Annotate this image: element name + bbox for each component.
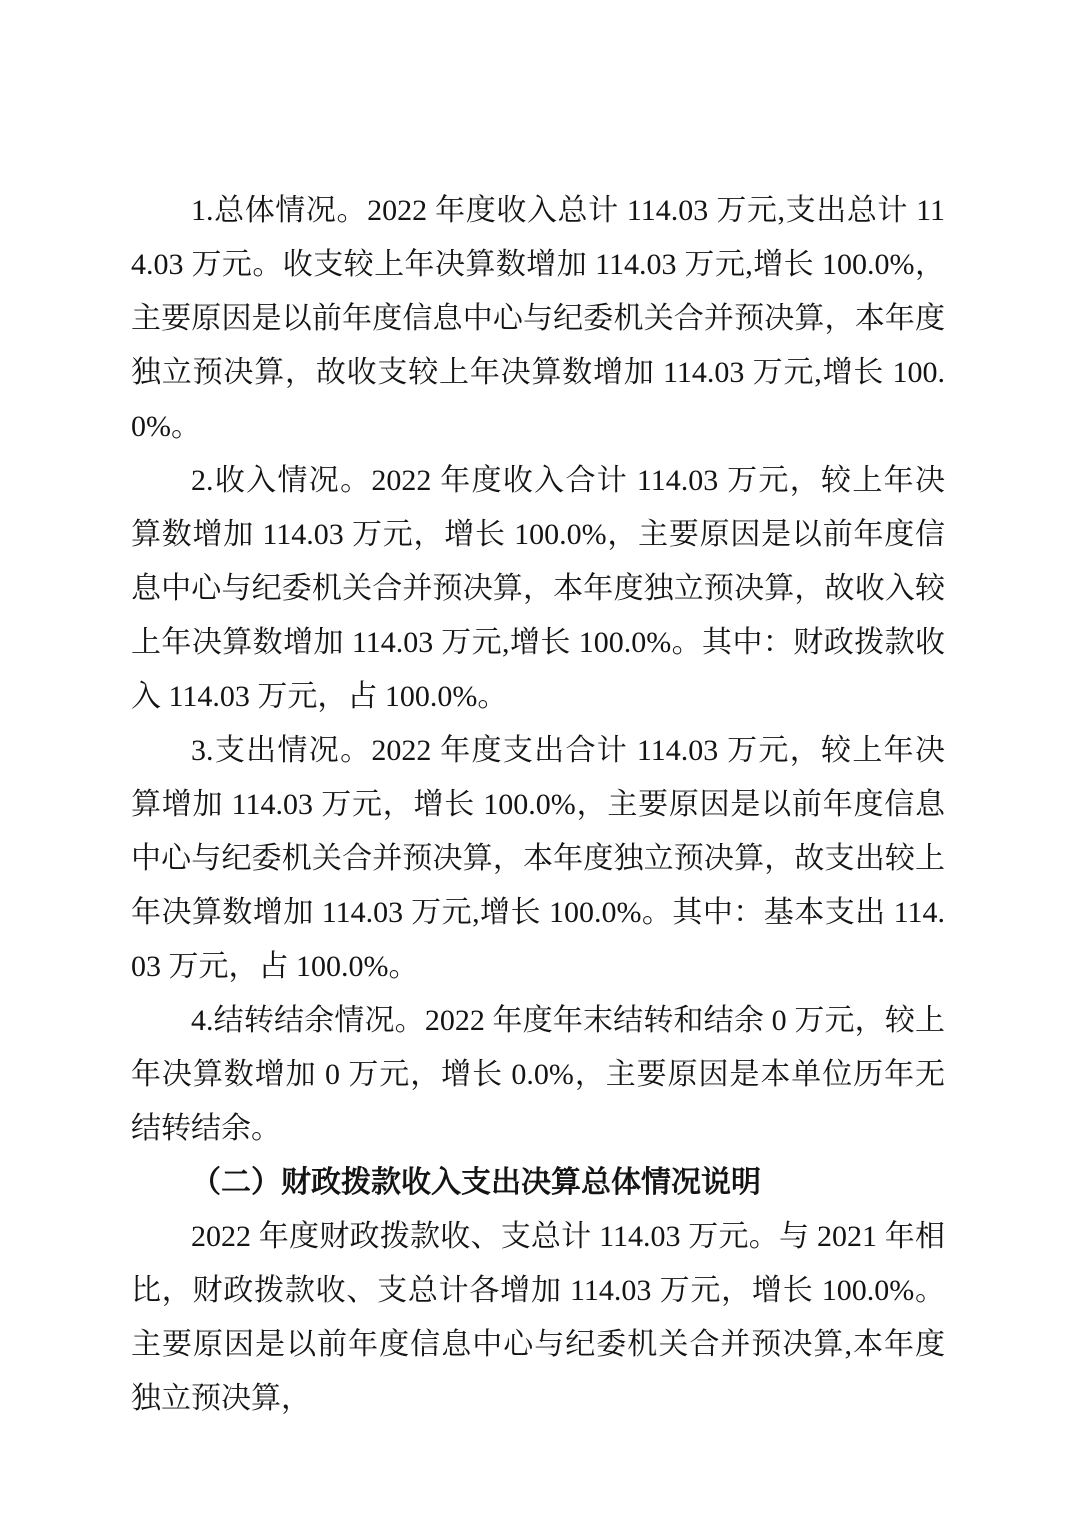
paragraph-carryover-balance: 4.结转结余情况。2022 年度年末结转和结余 0 万元，较上年决算数增加 0 万元，增长 0.0%，主要原因是本单位历年无结转结余。 bbox=[131, 1004, 945, 1145]
paragraph-income-situation: 2.收入情况。2022 年度收入合计 114.03 万元，较上年决算数增加 114.03 万元，增长 100.0%，主要原因是以前年度信息中心与纪委机关合并预决算，本年度独立预决算，故收入较上年决算数增加 114.03 万元,增长 100.0%。其中：财政拨款收入 114.03 万元，占 100.0%。 bbox=[131, 464, 945, 713]
paragraph-expenditure-situation: 3.支出情况。2022 年度支出合计 114.03 万元，较上年决算增加 114.03 万元，增长 100.0%，主要原因是以前年度信息中心与纪委机关合并预决算，本年度独立预决算，故支出较上年决算数增加 114.03 万元,增长 100.0%。其中：基本支出 114.03 万元，占 100.0%。 bbox=[131, 734, 945, 983]
paragraph-fiscal-appropriation-total: 2022 年度财政拨款收、支总计 114.03 万元。与 2021 年相比，财政拨款收、支总计各增加 114.03 万元，增长 100.0%。主要原因是以前年度信息中心与纪委机关合并预决算,本年度独立预决算， bbox=[131, 1220, 945, 1415]
section-heading-fiscal-appropriation-summary: （二）财政拨款收入支出决算总体情况说明 bbox=[191, 1166, 761, 1199]
paragraph-overall-situation: 1.总体情况。2022 年度收入总计 114.03 万元,支出总计 114.03 万元。收支较上年决算数增加 114.03 万元,增长 100.0%，主要原因是以前年度信息中心与纪委机关合并预决算，本年度独立预决算，故收支较上年决算数增加 114.03 万元,增长 100.0%。 bbox=[131, 194, 945, 443]
